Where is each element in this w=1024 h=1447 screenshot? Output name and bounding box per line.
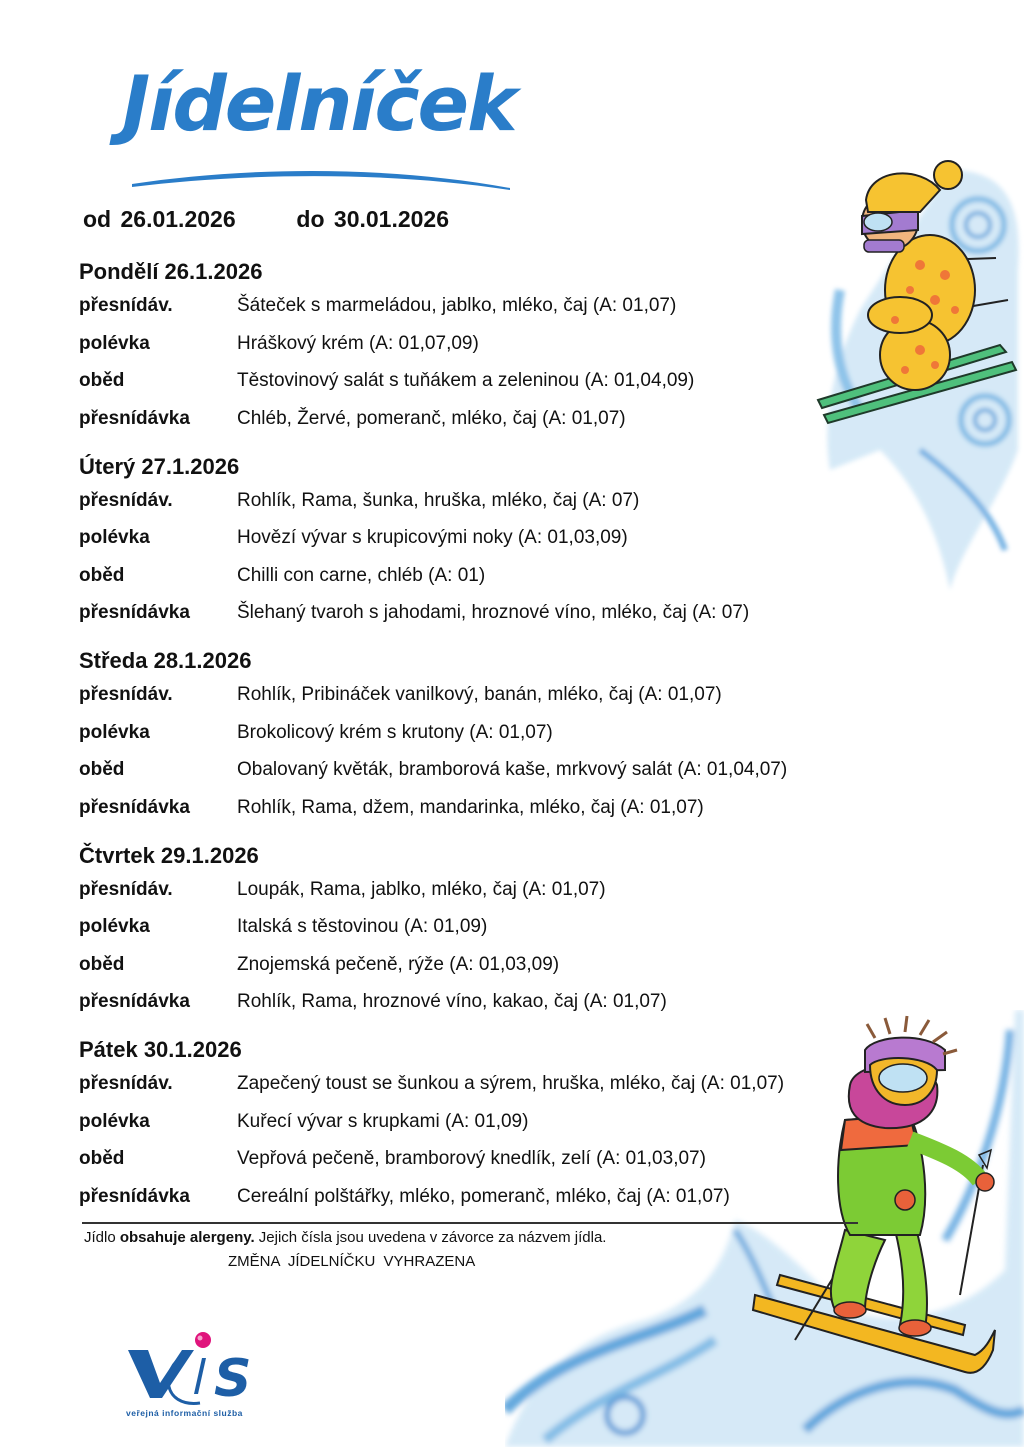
change-notice: ZMĚNA JÍDELNÍČKU VYHRAZENA bbox=[228, 1253, 476, 1270]
day-section bbox=[79, 840, 859, 1035]
meal-text: Šáteček s marmeládou, jablko, mléko, čaj (A: 01,07) bbox=[237, 295, 677, 316]
skier-yellow-suit-icon bbox=[800, 150, 1024, 610]
to-date: 30.01.2026 bbox=[333, 206, 450, 232]
meal-row bbox=[79, 403, 859, 441]
meal-text: Obalovaný květák, bramborová kaše, mrkvový salát (A: 01,04,07) bbox=[237, 759, 788, 780]
meal-text: Italská s těstovinou (A: 01,09) bbox=[237, 916, 488, 937]
meal-label: přesnídávka bbox=[79, 991, 190, 1012]
meal-text: Brokolicový krém s krutony (A: 01,07) bbox=[237, 721, 553, 743]
vis-logo-mark-icon bbox=[120, 1328, 270, 1408]
meal-row bbox=[79, 485, 859, 523]
meal-text: Těstovinový salát s tuňákem a zeleninou (A: 01,04,09) bbox=[237, 370, 695, 391]
meal-text: Rohlík, Rama, hroznové víno, kakao, čaj (A: 01,07) bbox=[237, 991, 667, 1012]
svg-text:S: S bbox=[214, 1349, 252, 1408]
meal-label: přesnídáv. bbox=[79, 684, 173, 705]
meal-text: Zapečený toust se šunkou a sýrem, hruška, mléko, čaj (A: 01,07) bbox=[237, 1073, 785, 1094]
meal-text: Hovězí vývar s krupicovými noky (A: 01,03,09) bbox=[237, 527, 628, 548]
meal-label: přesnídávka bbox=[79, 602, 190, 623]
meal-text: Rohlík, Rama, šunka, hruška, mléko, čaj (A: 07) bbox=[237, 489, 640, 511]
meal-row bbox=[79, 597, 859, 635]
allergen-note-end: Jejich čísla jsou uvedena v závorce za názvem jídla. bbox=[254, 1229, 607, 1246]
meal-row bbox=[79, 911, 859, 949]
page-title-block bbox=[118, 59, 516, 192]
day-title: Pátek 30.1.2026 bbox=[79, 1037, 242, 1062]
day-section bbox=[79, 645, 859, 840]
meal-label: přesnídáv. bbox=[79, 878, 173, 900]
meal-label: přesnídávka bbox=[79, 796, 190, 818]
meal-row bbox=[79, 717, 859, 755]
vis-logo bbox=[120, 1328, 270, 1423]
meal-text: Kuřecí vývar s krupkami (A: 01,09) bbox=[237, 1110, 529, 1132]
meal-row bbox=[79, 679, 859, 717]
meal-label: polévka bbox=[79, 527, 150, 548]
day-title: Čtvrtek 29.1.2026 bbox=[79, 842, 259, 868]
day-title: Úterý 27.1.2026 bbox=[79, 453, 240, 479]
meal-label: oběd bbox=[79, 370, 125, 391]
meal-text: Chléb, Žervé, pomeranč, mléko, čaj (A: 01,07) bbox=[237, 407, 626, 429]
meal-label: přesnídáv. bbox=[79, 1073, 173, 1094]
meal-text: Cereální polštářky, mléko, pomeranč, mléko, čaj (A: 01,07) bbox=[237, 1185, 730, 1207]
meal-row bbox=[79, 328, 859, 366]
meal-label: polévka bbox=[79, 1110, 150, 1132]
meal-label: přesnídávka bbox=[79, 1185, 190, 1207]
meal-row bbox=[79, 522, 859, 560]
meal-text: Rohlík, Pribináček vanilkový, banán, mléko, čaj (A: 01,07) bbox=[237, 684, 722, 705]
meal-text: Šlehaný tvaroh s jahodami, hroznové víno, mléko, čaj (A: 07) bbox=[237, 602, 750, 623]
from-date: 26.01.2026 bbox=[120, 206, 236, 232]
day-section bbox=[79, 451, 859, 646]
meal-row bbox=[79, 792, 859, 830]
day-section bbox=[79, 256, 859, 451]
meal-label: oběd bbox=[79, 564, 125, 586]
footer-divider bbox=[82, 1222, 858, 1224]
date-range bbox=[83, 206, 449, 233]
page-title: Jídelníček bbox=[122, 59, 516, 148]
meal-label: oběd bbox=[79, 759, 125, 780]
meal-label: polévka bbox=[79, 332, 150, 354]
allergen-note-start: Jídlo bbox=[84, 1229, 120, 1246]
meal-text: Rohlík, Rama, džem, mandarinka, mléko, čaj (A: 01,07) bbox=[237, 796, 704, 818]
meal-row bbox=[79, 874, 859, 912]
meal-row bbox=[79, 365, 859, 403]
meal-label: polévka bbox=[79, 916, 150, 937]
to-label: do bbox=[296, 206, 325, 232]
meal-label: přesnídávka bbox=[79, 407, 190, 429]
logo-subtitle: veřejná informační služba bbox=[126, 1408, 243, 1418]
meal-row bbox=[79, 949, 859, 987]
meal-text: Znojemská pečeně, rýže (A: 01,03,09) bbox=[237, 953, 560, 975]
meal-text: Chilli con carne, chléb (A: 01) bbox=[237, 564, 486, 586]
meal-text: Hráškový krém (A: 01,07,09) bbox=[237, 332, 479, 354]
meal-label: přesnídáv. bbox=[79, 489, 173, 511]
meal-row bbox=[79, 290, 859, 328]
from-label: od bbox=[83, 206, 112, 232]
meal-row bbox=[79, 560, 859, 598]
title-underline-swoosh bbox=[128, 162, 513, 192]
day-title: Pondělí 26.1.2026 bbox=[79, 259, 263, 284]
meal-text: Loupák, Rama, jablko, mléko, čaj (A: 01,07) bbox=[237, 878, 606, 900]
allergen-note bbox=[84, 1229, 606, 1246]
meal-label: oběd bbox=[79, 953, 125, 975]
allergen-note-bold: obsahuje alergeny. bbox=[119, 1229, 255, 1246]
meal-label: oběd bbox=[79, 1148, 125, 1169]
day-title: Středa 28.1.2026 bbox=[79, 648, 252, 673]
meal-label: přesnídáv. bbox=[79, 295, 173, 316]
meal-label: polévka bbox=[79, 721, 150, 743]
meal-row bbox=[79, 754, 859, 792]
meal-text: Vepřová pečeně, bramborový knedlík, zelí (A: 01,03,07) bbox=[237, 1148, 706, 1169]
